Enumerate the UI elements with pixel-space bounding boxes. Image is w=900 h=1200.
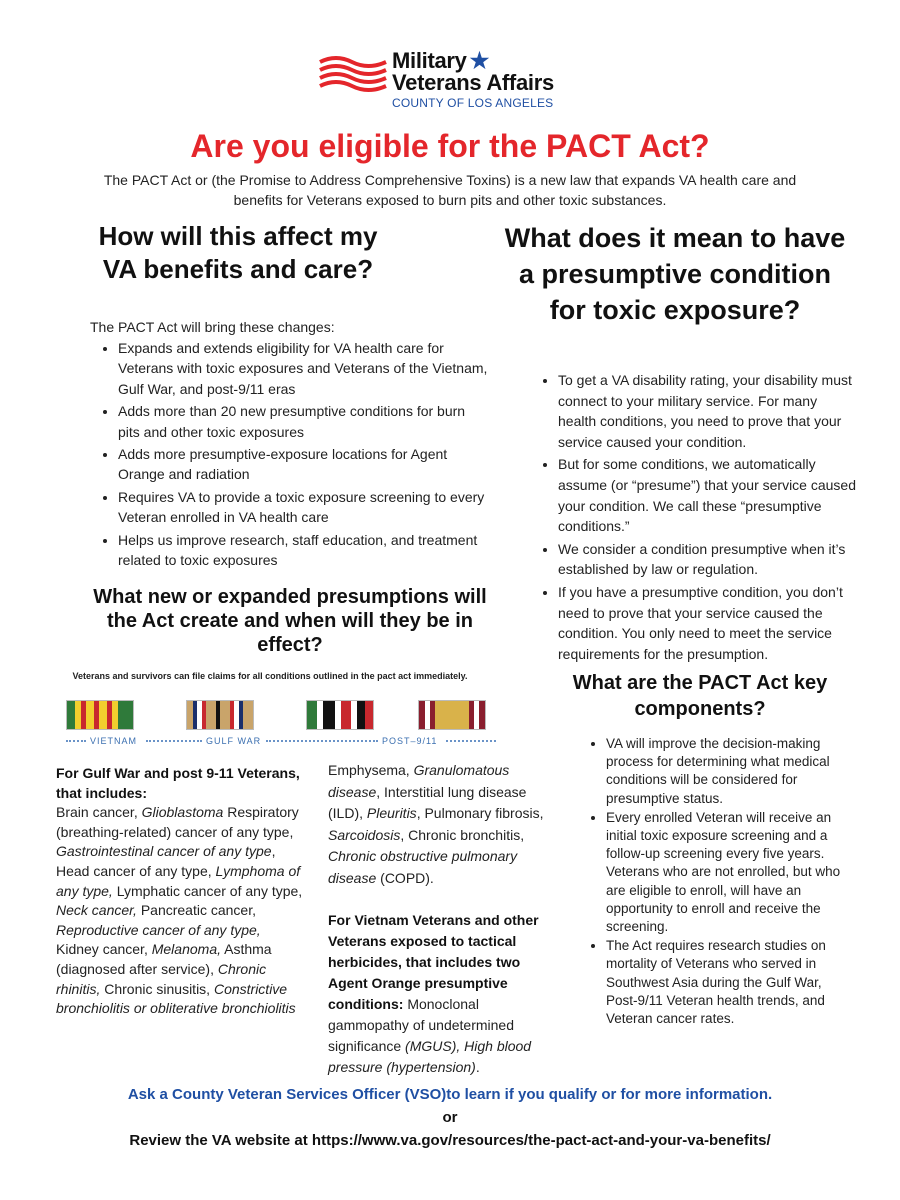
text-run: Constrictive bronchiolitis or obliterative bronchiolitis [56,980,296,1017]
text-run: Asthma (diagnosed after service), [56,941,272,977]
era-dots [66,740,86,742]
era-dots [146,740,202,742]
text-run: . [475,1059,480,1075]
text-run: Respiratory (breathing-related) cancer of any type, [56,804,299,840]
gulf-war-conditions [56,764,306,1019]
list-item: • Requires VA to provide a toxic exposure screening to every Veteran enrolled in VA health care [118,487,488,528]
era-post-911: POST–9/11 [382,736,438,746]
vietnam-conditions [328,910,558,1078]
text-run: Monoclonal gammopathy of undetermined significance [328,996,514,1054]
text-run: Lymphoma of any type, [56,862,301,899]
key-components-heading: What are the PACT Act key components? [572,672,828,720]
gulf-war-ribbon [186,700,254,730]
left-heading: How will this affect my VA benefits and care? [98,221,378,284]
era-dots [266,740,378,742]
text-run: Granulomatous disease [328,762,510,800]
left-lead: The PACT Act will bring these changes: [90,319,335,335]
text-run: Kidney cancer, [56,941,152,958]
va-website-link[interactable]: Review the VA website at https://www.va.gov/resources/the-pact-act-and-your-va-benefits/ [129,1132,771,1149]
text-run: Chronic rhinitis, [56,960,267,997]
text-run: , Pulmonary fibrosis, [416,805,544,821]
list-item: • Adds more presumptive-exposure locations for Agent Orange and radiation [118,444,488,485]
vietnam-heading: For Vietnam Veterans and other Veterans exposed to tactical herbicides, that includes two Agent Orange presumptive conditions: [328,912,539,1012]
list-item: • VA will improve the decision-making process for determining what medical conditions will be considered for presumptive status. [606,735,846,808]
list-item: • Helps us improve research, staff education, and treatment related to toxic exposures [118,530,488,571]
text-run: (COPD). [376,869,434,886]
right-heading: What does it mean to have a presumptive condition for toxic exposure? [504,223,846,325]
text-run: , Chronic bronchitis, [400,826,525,843]
service-ribbons [60,700,505,750]
vso-callout: Ask a County Veteran Services Officer (VSO)to learn if you qualify or for more information. [127,1086,773,1103]
text-run: Chronic obstructive pulmonary disease [328,848,518,886]
flag-stripes-icon [318,54,388,94]
text-run: Neck cancer, [56,902,137,919]
post-911-ribbon [418,700,486,730]
list-item: • The Act requires research studies on mortality of Veterans who served in Southwest Asia during the Gulf War, Post-9/11 Veteran health trends, and Veteran cancer rates. [606,937,846,1028]
changes-list [100,338,488,572]
list-item: • But for some conditions, we automatically assume (or “presume”) that your service caused your condition. We call these “presumptive conditions.” [558,454,858,536]
list-item: • To get a VA disability rating, your disability must connect to your military service. For many health conditions, you need to prove that your service caused your condition. [558,370,858,452]
star-icon: ★ [469,48,490,73]
era-gulf-war: GULF WAR [206,736,262,746]
text-run: , Head cancer of any type, [56,843,276,879]
list-item: • Expands and extends eligibility for VA health care for Veterans with toxic exposures and Veterans of the Vietnam, Gulf War, and post-9/11 eras [118,338,488,399]
presumptions-heading: What new or expanded presumptions will the Act create and when will they be in effect? [93,586,487,656]
mva-logo [318,48,588,114]
list-item: • We consider a condition presumptive when it’s established by law or regulation. [558,539,858,580]
page-title: Are you eligible for the PACT Act? [190,128,710,164]
text-run: Brain cancer, [56,804,142,821]
text-run: Chronic sinusitis, [100,980,214,997]
list-item: • If you have a presumptive condition, you don’t need to prove that your service caused the condition. You only need to meet the service requirements for the presumption. [558,582,858,664]
list-item: • Adds more than 20 new presumptive conditions for burn pits and other toxic exposures [118,401,488,442]
text-run: Glioblastoma [141,804,224,821]
text-run: Melanoma, [151,941,221,958]
text-run: , Interstitial lung disease (ILD), [328,783,527,821]
file-claims-note: Veterans and survivors can file claims for all conditions outlined in the pact act immediately. [72,671,468,681]
era-dots [446,740,496,742]
text-run: Pancreatic cancer, [136,902,256,919]
gwot-ribbon [306,700,374,730]
logo-military: Military [392,48,467,73]
key-components-list [588,735,846,1029]
intro-text: The PACT Act or (the Promise to Address Comprehensive Toxins) is a new law that expands VA health care and benefits for Veterans exposed to burn pits and other toxic substances. [103,172,797,208]
presumptive-list [540,370,858,666]
text-run: Gastrointestinal cancer of any type [56,843,272,860]
text-run: Emphysema, [328,762,414,778]
logo-county: COUNTY OF LOS ANGELES [392,96,554,110]
list-item: • Every enrolled Veteran will receive an initial toxic exposure screening and a follow-up screening every five years. Veterans who are not enrolled, but who are eligible to enroll, will have an opportunity to enroll and receive the screening. [606,809,846,936]
gulf-heading: For Gulf War and post 9-11 Veterans, that includes: [56,765,300,801]
text-run: Pleuritis [366,805,417,821]
text-run: (MGUS), High blood pressure (hypertension) [328,1038,532,1075]
vietnam-ribbon [66,700,134,730]
text-run: Reproductive cancer of any type, [56,921,261,938]
footer-or: or [442,1109,458,1126]
era-vietnam: VIETNAM [90,736,138,746]
respiratory-conditions [328,760,558,889]
text-run: Sarcoidosis [328,826,401,843]
logo-veterans-affairs: Veterans Affairs [392,70,554,95]
text-run: Lymphatic cancer of any type, [112,882,303,899]
